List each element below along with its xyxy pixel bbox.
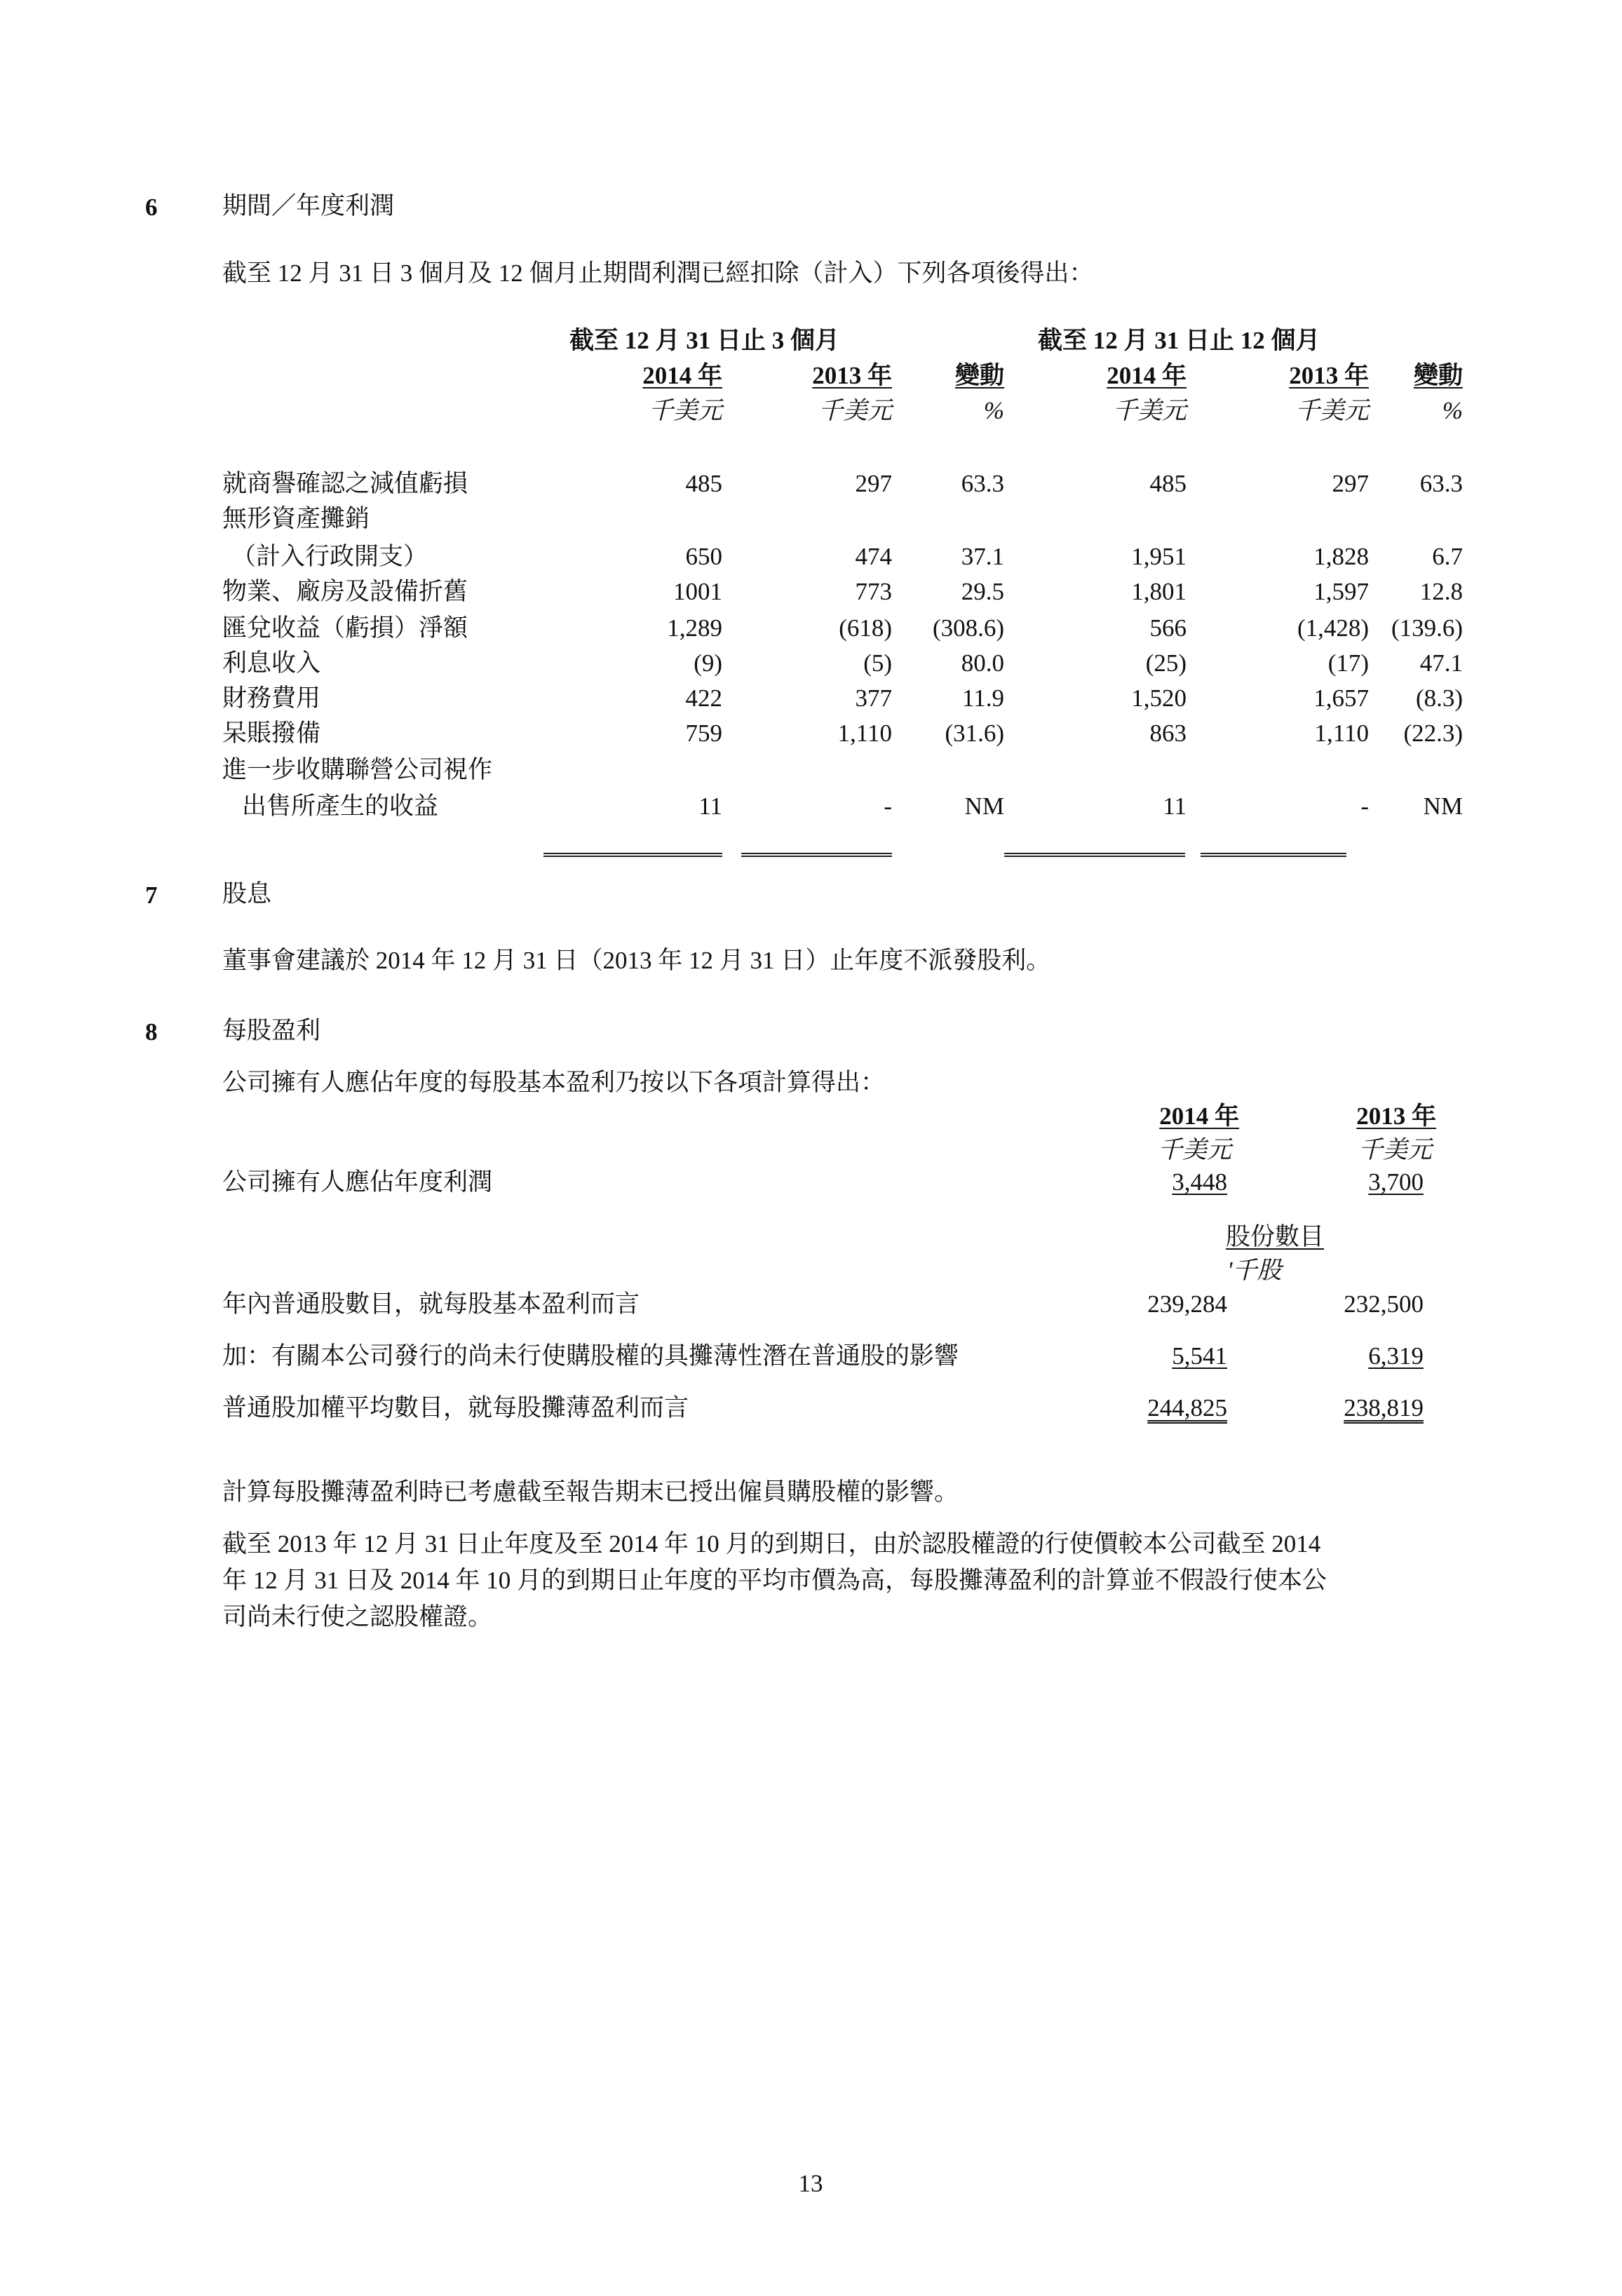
diluted-shares-label: 普通股加權平均數目，就每股攤薄盈利而言 <box>222 1394 689 1422</box>
diluted-shares-2014: 244,825 <box>1147 1394 1227 1422</box>
weighted-shares-2013: 232,500 <box>1344 1290 1424 1318</box>
row-value-col-2: 1,110 <box>837 720 892 747</box>
row-label: 進一步收購聯營公司視作 <box>222 756 493 783</box>
row-label: 無形資產攤銷 <box>222 505 370 532</box>
row-value-col-4: 1,951 <box>1131 543 1187 570</box>
row-value-col-1: 650 <box>685 543 722 570</box>
row-label: 出售所產生的收益 <box>242 792 439 820</box>
section-7-text: 董事會建議於 2014 年 12 月 31 日（2013 年 12 月 31 日）止年度不派發股利。 <box>222 947 1051 974</box>
row-value-col-1: 11 <box>698 792 722 820</box>
unit-3m-2013: 千美元 <box>818 397 892 424</box>
unit-3m-2014: 千美元 <box>648 397 722 424</box>
section-6-intro: 截至 12 月 31 日 3 個月及 12 個月止期間利潤已經扣除（計入）下列各項後得出： <box>222 259 1094 287</box>
double-rule-12m-2013 <box>1201 853 1346 857</box>
row-label: 匯兌收益（虧損）淨額 <box>222 614 468 642</box>
unit-12m-pct: % <box>1442 397 1463 424</box>
row-value-col-6: 63.3 <box>1419 470 1463 497</box>
col-header-12m-2014: 2014 年 <box>1107 362 1187 389</box>
row-value-col-2: 377 <box>855 684 892 712</box>
row-value-col-2: 773 <box>855 578 892 605</box>
section-8-intro: 公司擁有人應佔年度的每股基本盈利乃按以下各項計算得出： <box>222 1069 886 1096</box>
row-label: 物業、廠房及設備折舊 <box>222 578 468 605</box>
shares-header: 股份數目 <box>1226 1223 1325 1250</box>
section-8-number: 8 <box>145 1018 158 1046</box>
eps-unit-2013: 千美元 <box>1358 1136 1432 1163</box>
row-value-col-6: (139.6) <box>1391 614 1463 642</box>
unit-3m-pct: % <box>983 397 1004 424</box>
section-6-title: 期間／年度利潤 <box>222 192 395 220</box>
note-warrants-line-1: 截至 2013 年 12 月 31 日止年度及至 2014 年 10 月的到期日，由於認股權證的行使價較本公司截至 2014 <box>222 1530 1321 1558</box>
note-warrants-line-2: 年 12 月 31 日及 2014 年 10 月的到期日止年度的平均市價為高，每股攤薄盈利的計算並不假設行使本公 <box>222 1567 1327 1594</box>
section-6-number: 6 <box>145 194 158 221</box>
page-number: 13 <box>798 2170 823 2197</box>
row-value-col-4: 1,801 <box>1131 578 1187 605</box>
row-value-col-4: 11 <box>1163 792 1187 820</box>
row-value-col-3: 63.3 <box>961 470 1004 497</box>
note-diluted-options: 計算每股攤薄盈利時已考慮截至報告期末已授出僱員購股權的影響。 <box>222 1478 959 1506</box>
row-value-col-4: 863 <box>1149 720 1187 747</box>
diluted-shares-2013: 238,819 <box>1344 1394 1424 1422</box>
row-value-col-2: (5) <box>863 649 892 677</box>
row-value-col-2: 474 <box>855 543 892 570</box>
double-rule-3m-2014 <box>543 853 722 857</box>
double-rule-3m-2013 <box>741 853 892 857</box>
profit-2013: 3,700 <box>1368 1168 1424 1196</box>
row-value-col-4: 485 <box>1149 470 1187 497</box>
dilution-2013: 6,319 <box>1368 1342 1424 1370</box>
row-value-col-2: (618) <box>839 614 892 642</box>
unit-12m-2013: 千美元 <box>1295 397 1369 424</box>
row-value-col-5: (1,428) <box>1297 614 1369 642</box>
weighted-shares-label: 年內普通股數目，就每股基本盈利而言 <box>222 1290 640 1318</box>
shares-unit: '千股 <box>1227 1257 1282 1284</box>
row-value-col-3: (308.6) <box>932 614 1004 642</box>
row-value-col-6: (8.3) <box>1415 684 1463 712</box>
row-value-col-1: 1,289 <box>667 614 722 642</box>
row-value-col-3: 80.0 <box>961 649 1004 677</box>
dilution-label: 加：有關本公司發行的尚未行使購股權的具攤薄性潛在普通股的影響 <box>222 1342 959 1370</box>
weighted-shares-2014: 239,284 <box>1147 1290 1227 1318</box>
row-value-col-3: 11.9 <box>962 684 1004 712</box>
unit-12m-2014: 千美元 <box>1112 397 1187 424</box>
section-7-number: 7 <box>145 882 158 909</box>
row-value-col-2: 297 <box>855 470 892 497</box>
double-rule-12m-2014 <box>1004 853 1185 857</box>
col-header-12m-2013: 2013 年 <box>1289 362 1369 389</box>
eps-col-2014: 2014 年 <box>1159 1102 1239 1130</box>
row-value-col-5: 297 <box>1332 470 1369 497</box>
row-label: 財務費用 <box>222 684 321 712</box>
row-label: （計入行政開支） <box>231 543 428 570</box>
row-value-col-3: 29.5 <box>961 578 1004 605</box>
row-value-col-6: 12.8 <box>1419 578 1463 605</box>
row-value-col-1: 485 <box>685 470 722 497</box>
group-header-3-months: 截至 12 月 31 日止 3 個月 <box>569 327 840 354</box>
profit-attributable-label: 公司擁有人應佔年度利潤 <box>222 1168 493 1196</box>
section-7-title: 股息 <box>222 880 272 907</box>
row-label: 利息收入 <box>222 649 321 677</box>
row-value-col-4: (25) <box>1145 649 1187 677</box>
row-value-col-5: 1,110 <box>1314 720 1369 747</box>
col-header-12m-change: 變動 <box>1413 362 1463 389</box>
row-value-col-6: 47.1 <box>1419 649 1463 677</box>
row-value-col-1: 759 <box>685 720 722 747</box>
row-value-col-5: (17) <box>1327 649 1369 677</box>
col-header-3m-2014: 2014 年 <box>642 362 722 389</box>
row-value-col-5: 1,828 <box>1313 543 1369 570</box>
section-8-title: 每股盈利 <box>222 1017 321 1044</box>
row-value-col-5: 1,657 <box>1313 684 1369 712</box>
row-value-col-4: 566 <box>1149 614 1187 642</box>
row-value-col-4: 1,520 <box>1131 684 1187 712</box>
row-value-col-1: 1001 <box>673 578 722 605</box>
profit-2014: 3,448 <box>1172 1168 1227 1196</box>
col-header-3m-change: 變動 <box>954 362 1004 389</box>
row-value-col-5: - <box>1360 792 1369 820</box>
row-value-col-1: 422 <box>685 684 722 712</box>
row-value-col-3: 37.1 <box>961 543 1004 570</box>
eps-col-2013: 2013 年 <box>1356 1102 1436 1130</box>
row-value-col-6: (22.3) <box>1403 720 1463 747</box>
row-value-col-3: (31.6) <box>945 720 1004 747</box>
row-value-col-5: 1,597 <box>1313 578 1369 605</box>
group-header-12-months: 截至 12 月 31 日止 12 個月 <box>1038 327 1320 354</box>
row-label: 呆賬撥備 <box>222 720 321 747</box>
dilution-2014: 5,541 <box>1172 1342 1227 1370</box>
row-label: 就商譽確認之減值虧損 <box>222 470 468 497</box>
row-value-col-1: (9) <box>694 649 722 677</box>
row-value-col-2: - <box>884 792 892 820</box>
row-value-col-6: 6.7 <box>1432 543 1463 570</box>
row-value-col-3: NM <box>964 792 1004 820</box>
col-header-3m-2013: 2013 年 <box>812 362 892 389</box>
row-value-col-6: NM <box>1423 792 1463 820</box>
eps-unit-2014: 千美元 <box>1157 1136 1231 1163</box>
note-warrants-line-3: 司尚未行使之認股權證。 <box>222 1603 493 1630</box>
